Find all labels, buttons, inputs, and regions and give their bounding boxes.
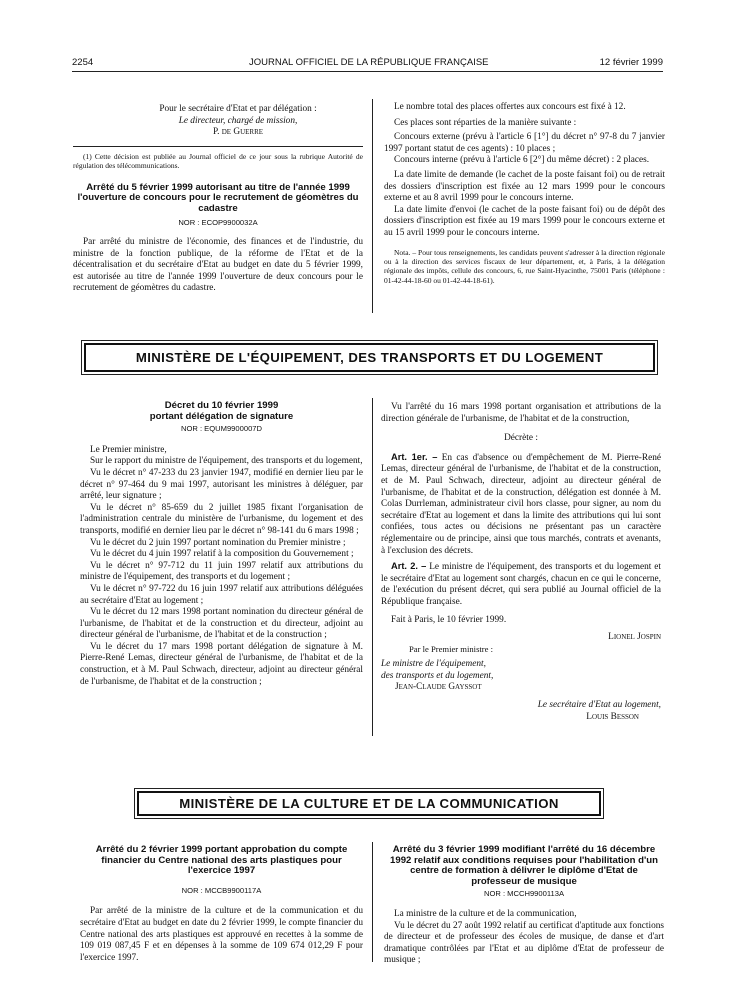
bottom-right-column xyxy=(384,845,664,967)
column-separator xyxy=(372,398,373,736)
decret-left-column xyxy=(80,401,363,688)
signature-line2: Le directeur, chargé de mission, xyxy=(178,115,298,126)
par-le-premier-ministre: Par le Premier ministre : xyxy=(409,643,494,654)
decret-visa: Vu le décret n° 97-722 du 16 juin 1997 relatif aux attributions déléguées au secrétaire d'Etat au logement ; xyxy=(80,583,363,606)
decret-visa: Vu le décret n° 47-233 du 23 janvier 1947, modifié en dernier lieu par le décret n° 97-464 du 9 mai 1997, autorisant les ministres à déléguer, par arrêté, leur signature ; xyxy=(80,467,363,502)
footnote: (1) Cette décision est publiée au Journal officiel de ce jour sous la rubrique Autorité de régulation des télécommunications. xyxy=(73,151,363,171)
ministry-banner-culture xyxy=(134,788,604,819)
header-date: 12 février 1999 xyxy=(599,57,663,68)
page-number: 2254 xyxy=(72,57,94,68)
concours-externe: Concours externe (prévu à l'article 6 [1°] du décret n° 97-8 du 7 janvier 1997 portant statut de ces agents) : 10 places ; xyxy=(384,132,665,154)
minister-line2: des transports et du logement, xyxy=(381,670,494,681)
arrete-culture-title: Arrêté du 2 février 1999 portant approbation du compte financier du Centre national des arts plastiques pour l'exercice 1997 xyxy=(95,844,348,877)
arrete-musique-p1: La ministre de la culture et de la communication, xyxy=(394,908,577,919)
date-limite-envoi: La date limite d'envoi (le cachet de la poste faisant foi) ou de dépôt des dossiers d'inscription est fixée au 19 mars 1999 pour le concours externe et au 15 avril 1999 pour le concours interne. xyxy=(384,204,665,238)
decret-visas xyxy=(80,445,363,688)
decret-visa: Le Premier ministre, xyxy=(90,444,167,455)
bottom-left-column xyxy=(80,845,363,964)
decrete: Décrète : xyxy=(504,433,538,444)
arrete-musique-p2: Vu le décret du 27 août 1992 relatif au certificat d'aptitude aux fonctions de directeur et de professeur des écoles de musique, de danse et d'art dramatique contrôlées par l'Etat et au diplôme d'Etat de professeur de musique ; xyxy=(384,920,664,966)
article-2-label: Art. 2. – xyxy=(391,561,427,572)
ministry-title-culture: MINISTÈRE DE LA CULTURE ET DE LA COMMUNICATION xyxy=(137,791,601,816)
places-total: Le nombre total des places offertes aux concours est fixé à 12. xyxy=(394,102,626,112)
decret-visa-arrete: Vu l'arrêté du 16 mars 1998 portant organisation et attributions de la direction générale de l'urbanisme, de l'habitat et de la construction, xyxy=(381,402,661,424)
article-1 xyxy=(381,452,661,557)
column-separator xyxy=(372,99,373,313)
decret-visa: Vu le décret n° 97-712 du 11 juin 1997 relatif aux attributions du ministre de l'équipement, des transports et du logement ; xyxy=(80,560,363,583)
header-rule xyxy=(72,71,663,72)
signer-jospin: Lionel Jospin xyxy=(608,632,661,643)
concours-interne: Concours interne (prévu à l'article 6 [2°] du même décret) : 2 places. xyxy=(394,155,650,166)
decret-visa: Vu le décret du 4 juin 1997 relatif à la composition du Gouvernement ; xyxy=(90,549,354,560)
arrete-title: Arrêté du 5 février 1999 autorisant au titre de l'année 1999 l'ouverture de concours pour le recrutement de géomètres du cadastre xyxy=(77,181,359,214)
decret-right-column xyxy=(381,402,661,723)
decret-visa: Vu le décret du 12 mars 1998 portant nomination du directeur général de l'urbanisme, de l'habitat et de la construction et du directeur, adjoint au directeur général de l'urbanisme, de l'habitat et de la construction ; xyxy=(80,607,363,641)
nota: Nota. – Pour tous renseignements, les candidats peuvent s'adresser à la direction régionale ou à la direction des services fiscaux de leur département, et, à Paris, à la délégation régionale des impôts, cellule des concours, 6, rue Saint-Hyacinthe, 75001 Paris (téléphone : 01-42-44-18-60 ou 01-42-44-18-61). xyxy=(384,247,665,285)
date-limite-demande: La date limite de demande (le cachet de la poste faisant foi) ou de retrait des dossiers d'inscription est fixée au 12 mars 1999 pour le concours externe et au 8 avril 1999 pour le concours interne. xyxy=(384,169,665,204)
decret-visa: Vu le décret du 2 juin 1997 portant nomination du Premier ministre ; xyxy=(90,537,346,548)
article-2 xyxy=(381,561,661,608)
top-right-column xyxy=(384,102,665,285)
article-2-text: Le ministre de l'équipement, des transports et du logement et le secrétaire d'Etat au logement sont chargés, chacun en ce qui le concerne, de l'exécution du présent décret, qui sera publié au Journal officiel de la République française. xyxy=(381,562,661,607)
secretaire-title: Le secrétaire d'Etat au logement, xyxy=(537,700,661,711)
places-repartition: Ces places sont réparties de la manière suivante : xyxy=(394,117,577,128)
footnote-rule xyxy=(73,146,363,147)
minister-line1: Le ministre de l'équipement, xyxy=(381,659,486,670)
ministry-title-equipement: MINISTÈRE DE L'ÉQUIPEMENT, DES TRANSPORTS ET DU LOGEMENT xyxy=(84,343,655,372)
decret-title-line1: Décret du 10 février 1999 xyxy=(164,400,279,411)
arrete-musique-nor: NOR : MCCH9900113A xyxy=(483,889,565,899)
decret-nor: NOR : EQUM9900007D xyxy=(180,424,263,434)
signature-line1: Pour le secrétaire d'Etat et par délégation : xyxy=(159,104,317,114)
arrete-musique-title: Arrêté du 3 février 1999 modifiant l'arrêté du 16 décembre 1992 relatif aux conditions requises pour l'habilitation d'un centre de formation à délivrer le diplôme d'Etat de professeur de musique xyxy=(390,844,658,887)
fait-a-paris: Fait à Paris, le 10 février 1999. xyxy=(391,614,507,625)
decret-visa: Vu le décret n° 85-659 du 2 juillet 1985 fixant l'organisation de l'administration centrale du ministère de l'urbanisme, du logement et des transports, modifié en dernier lieu par le décret n° 98-141 du 6 mars 1998 ; xyxy=(80,502,363,536)
column-separator xyxy=(372,842,373,962)
arrete-culture-nor: NOR : MCCB9900117A xyxy=(181,885,262,895)
decret-visa: Sur le rapport du ministre de l'équipement, des transports et du logement, xyxy=(90,456,363,467)
decret-title-line2: portant délégation de signature xyxy=(149,410,294,422)
secretaire-name: Louis Besson xyxy=(586,711,639,722)
signature-name: P. de Guerre xyxy=(212,127,264,138)
arrete-nor: NOR : ECOP9900032A xyxy=(178,218,258,228)
article-1-text: En cas d'absence ou d'empêchement de M. Pierre-René Lemas, directeur général de l'urbanisme, de l'habitat et de la construction, et de M. Paul Schwach, directeur, adjoint au directeur général de l'urbanisme, de l'habitat et de la construction, délégation est donnée à M. Colas Durrleman, administrateur civil hors classe, pour signer, au nom du secrétaire d'Etat au logement et dans la limite des attributions qui lui sont confiées, tous actes ou décisions ne présentant pas un caractère réglementaire ou de principe, ainsi que tous marchés, contrats et avenants, à l'exclusion des décrets. xyxy=(381,452,661,556)
arrete-culture-body: Par arrêté de la ministre de la culture et de la communication et du secrétaire d'Etat au budget en date du 2 février 1999, le compte financier du Centre national des arts plastiques est approuvé en recettes à la somme de 109 019 087,45 F et en dépenses à la somme de 109 674 012,29 F pour l'exercice 1997. xyxy=(80,906,363,963)
top-left-column xyxy=(73,104,363,295)
decret-visa: Vu le décret du 17 mars 1998 portant délégation de signature à M. Pierre-René Lemas, directeur général de l'urbanisme, de l'habitat et de la construction, et à M. Paul Schwach, directeur, adjoint au directeur général de l'urbanisme, de l'habitat et de la construction ; xyxy=(80,641,363,687)
article-1-label: Art. 1er. – xyxy=(391,451,438,462)
signature-block xyxy=(73,104,363,139)
ministry-banner-equipement xyxy=(81,340,658,375)
arrete-body: Par arrêté du ministre de l'économie, des finances et de l'industrie, du ministre de la fonction publique, de la réforme de l'Etat et de la décentralisation et du secrétaire d'Etat au budget en date du 5 février 1999, est autorisée au titre de l'année 1999 l'ouverture de deux concours pour le recrutement de géomètres du cadastre. xyxy=(73,236,363,294)
minister-name: Jean-Claude Gayssot xyxy=(395,682,482,693)
journal-title: JOURNAL OFFICIEL DE LA RÉPUBLIQUE FRANÇAISE xyxy=(249,57,489,68)
